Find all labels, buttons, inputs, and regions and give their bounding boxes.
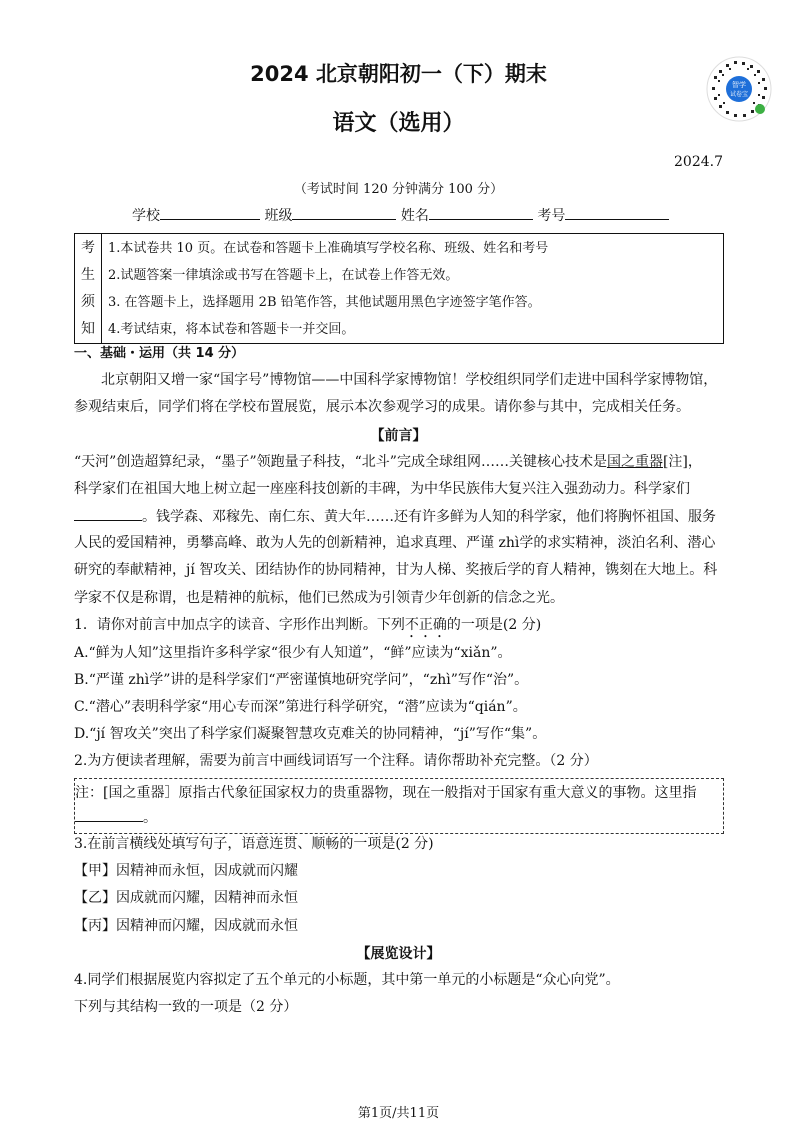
question-text: 的一项是(2 分) [446,617,542,633]
fill-blank[interactable] [74,506,142,521]
annotation-box [74,778,724,834]
question-2-stem: 2.为方便读者理解，需要为前言中画线词语写一个注释。请你帮助补充完整。（2 分） [74,753,598,769]
qr-badge-text1: 智学 [732,81,746,89]
exam-info: （考试时间 120 分钟满分 100 分） [293,182,504,197]
notice-item: 3. 在答题卡上，选择题用 2B 铅笔作答，其他试题用黑色字迹签字笔作答。 [108,295,541,310]
annotation-fill-blank[interactable] [75,807,143,822]
student-info-row [132,205,669,225]
question-3-option-bing[interactable]: 【丙】因精神而闪耀，因成就而永恒 [74,918,298,934]
question-3-stem: 3.在前言横线处填写句子，语意连贯、顺畅的一项是(2 分) [74,836,434,852]
preface-line [74,506,716,527]
question-1-option-d[interactable]: D.“jí 智攻关”突出了科学家们凝聚智慧攻克难关的协同精神，“jí”写作“集”。 [74,726,547,742]
preface-text: [注]， [662,454,702,470]
field-label-name: 姓名 [400,208,429,224]
notice-side-char: 考 [81,240,95,256]
preface-heading: 【前言】 [370,428,427,444]
notice-side-char: 知 [81,321,95,337]
question-1-option-b[interactable]: B.“严谨 zhì学”讲的是科学家们“严密谨慎地研究学问”，“zhì”写作“治”。 [74,672,529,688]
section-heading: 一、基础・运用（共 14 分） [74,346,245,361]
question-1-option-a[interactable]: A.“鲜为人知”这里指许多科学家“很少有人知道”，“鲜”应读为“xiǎn”。 [74,645,512,661]
preface-line: 学家不仅是称谓，也是精神的航标，他们已然成为引领青少年创新的信念之光。 [74,590,564,606]
question-1-option-c[interactable]: C.“潜心”表明科学家“用心专而深”第进行科学研究，“潜”应读为“qián”。 [74,699,527,715]
notice-side-char: 生 [81,267,95,283]
exam-subject: 语文（选用） [332,111,465,136]
page-footer: 第1页/共11页 [357,1106,440,1121]
field-label-school: 学校 [132,208,160,224]
preface-line [74,452,702,472]
qr-code-icon [706,56,772,122]
question-3-option-yi[interactable]: 【乙】因成就而闪耀，因精神而永恒 [74,890,298,906]
exam-notice-box [74,233,724,344]
id-blank[interactable] [565,205,669,220]
dotted-emphasis: 不正确 [404,617,447,633]
intro-paragraph-line: 参观结束后，同学们将在学校布置展览，展示本次参观学习的成果。请你参与其中，完成相关任务。 [74,399,690,415]
field-label-class: 班级 [264,208,293,224]
annotation-fill-line [75,807,157,827]
preface-text: 。钱学森、邓稼先、南仁东、黄大年……还有许多鲜为人知的科学家，他们将胸怀祖国、服务 [142,509,716,525]
exhibit-heading: 【展览设计】 [356,946,441,962]
intro-paragraph-line: 北京朝阳又增一家“国字号”博物馆——中国科学家博物馆！学校组织同学们走进中国科学家博物馆， [101,372,718,388]
notice-item: 4.考试结束，将本试卷和答题卡一并交回。 [108,322,355,337]
preface-text: “天河”创造超算纪录，“墨子”领跑量子科技，“北斗”完成全球组网……关键核心技术是 [74,454,607,470]
question-4-stem: 4.同学们根据展览内容拟定了五个单元的小标题，其中第一单元的小标题是“众心向党”。 [74,972,620,988]
notice-item: 2.试题答案一律填涂或书写在答题卡上，在试卷上作答无效。 [108,268,459,283]
annotation-text: 注：[国之重器］原指古代象征国家权力的贵重器物，现在一般指对于国家有重大意义的事物。这里指 [75,785,697,801]
notice-side-char: 须 [81,294,95,310]
notice-item: 1.本试卷共 10 页。在试卷和答题卡上准确填写学校名称、班级、姓名和考号 [108,241,549,256]
school-blank[interactable] [160,205,260,220]
name-blank[interactable] [429,205,533,220]
class-blank[interactable] [292,205,396,220]
preface-line: 研究的奉献精神，jí 智攻关、团结协作的协同精神，甘为人梯、奖掖后学的育人精神，镌刻在大地上。科 [74,562,718,578]
question-3-option-jia[interactable]: 【甲】因精神而永恒，因成就而闪耀 [74,863,298,879]
question-1-stem [74,615,541,641]
notice-side-column [75,234,102,343]
question-4-stem-2: 下列与其结构一致的一项是（2 分） [74,999,298,1015]
exam-date: 2024.7 [674,154,723,170]
qr-badge-text2: 试卷宝 [729,91,749,98]
annotation-end: 。 [143,810,157,826]
preface-line: 人民的爱国精神，勇攀高峰、敢为人先的创新精神，追求真理、严谨 zhì学的求实精神，淡泊名利、潜心 [74,535,716,551]
field-label-id: 考号 [537,208,566,224]
exam-title: 2024 北京朝阳初一（下）期末 [250,62,547,86]
underlined-term: 国之重器 [606,454,663,470]
preface-line: 科学家们在祖国大地上树立起一座座科技创新的丰碑，为中华民族伟大复兴注入强劲动力。科学家们 [74,481,690,497]
question-text: 1．请你对前言中加点字的读音、字形作出判断。下列 [74,617,405,633]
